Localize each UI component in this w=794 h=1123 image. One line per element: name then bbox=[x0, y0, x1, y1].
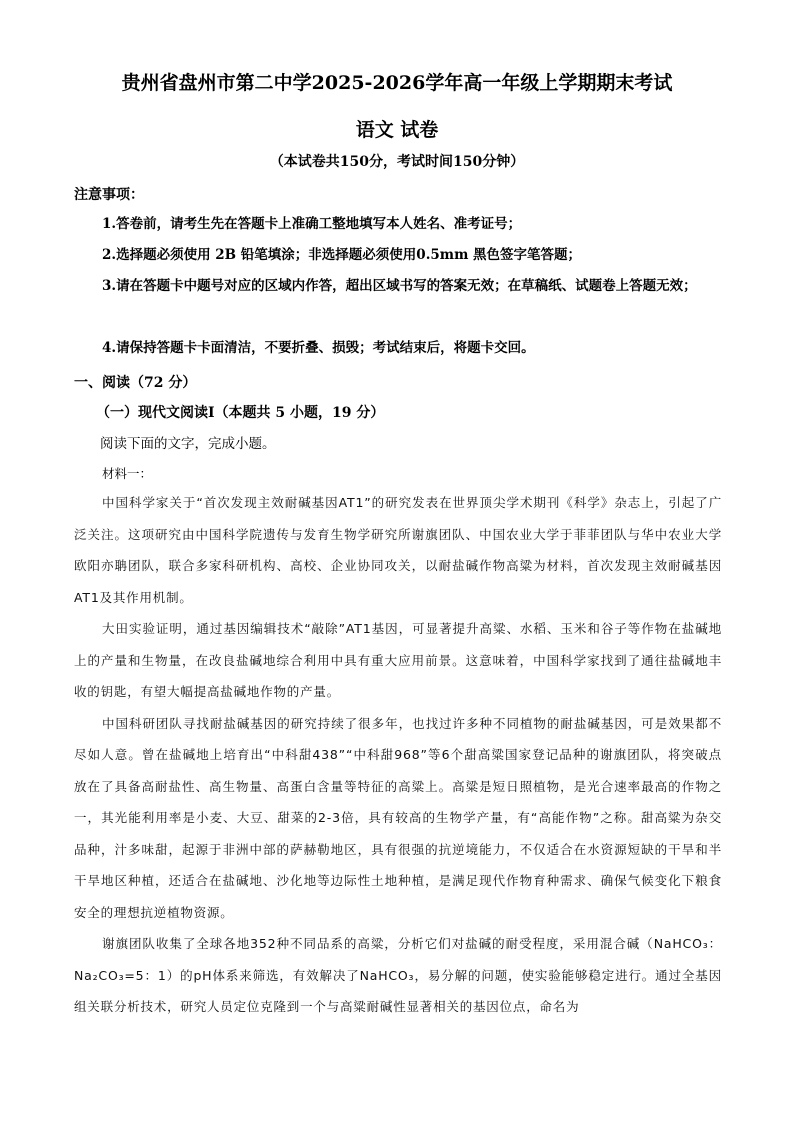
material-label: 材料一： bbox=[102, 466, 153, 481]
section-subheading: （一）现代文阅读Ⅰ（本题共 5 小题，19 分） bbox=[96, 405, 385, 421]
passage-paragraph-2: 大田实验证明，通过基因编辑技术“敲除”AT1基因，可显著提升高粱、水稻、玉米和谷子等作物在盐碱地上的产量和生物量，在改良盐碱地综合利用中具有重大应用前景。这意味着，中国科学家找到了通往盐碱地丰收的钥匙，有望大幅提高盐碱地作物的产量。 bbox=[74, 621, 722, 699]
passage-paragraph-1: 中国科学家关于“首次发现主效耐碱基因AT1”的研究发表在世界顶尖学术期刊《科学》杂志上，引起了广泛关注。这项研究由中国科学院遗传与发育生物学研究所谢旗团队、中国农业大学于菲菲团队与华中农业大学欧阳亦聃团队，联合多家科研机构、高校、企业协同攻关，以耐盐碱作物高粱为材料，首次发现主效耐碱基因AT1及其作用机制。 bbox=[74, 495, 722, 605]
notice-item-1: 1.答卷前，请考生先在答题卡上准确工整地填写本人姓名、准考证号； bbox=[102, 216, 522, 232]
reading-instruction: 阅读下面的文字，完成小题。 bbox=[100, 436, 276, 452]
notice-item-2: 2.选择题必须使用 2B 铅笔填涂；非选择题必须使用0.5mm 黑色签字笔答题； bbox=[102, 247, 582, 263]
passage-body bbox=[74, 487, 722, 1023]
passage-paragraph-4: 谢旗团队收集了全球各地352种不同品系的高粱，分析它们对盐碱的耐受程度，采用混合碱（NaHCO₃：Na₂CO₃=5：1）的pH体系来筛选，有效解决了NaHCO₃，易分解的问题，使实验能够稳定进行。通过全基因组关联分析技术，研究人员定位克隆到一个与高粱耐碱性显著相关的基因位点，命名为 bbox=[74, 936, 722, 1014]
notice-heading: 注意事项： bbox=[74, 187, 144, 203]
exam-title: 贵州省盘州市第二中学2025-2026学年高一年级上学期期末考试 bbox=[121, 72, 673, 94]
notice-item-4: 4.请保持答题卡卡面清洁，不要折叠、损毁；考试结束后，将题卡交回。 bbox=[102, 340, 535, 356]
passage-paragraph-3: 中国科研团队寻找耐盐碱基因的研究持续了很多年，也找过许多种不同植物的耐盐碱基因，可是效果都不尽如人意。曾在盐碱地上培育出“中科甜438”“中科甜968”等6个甜高粱国家登记品种的谢旗团队，将突破点放在了具备高耐盐性、高生物量、高蛋白含量等特征的高粱上。高粱是短日照植物，是光合速率最高的作物之一，其光能利用率是小麦、大豆、甜菜的2-3倍，具有较高的生物学产量，有“高能作物”之称。甜高粱为杂交品种，汁多味甜，起源于非洲中部的萨赫勒地区，具有很强的抗逆境能力，不仅适合在水资源短缺的干旱和半干旱地区种植，还适合在盐碱地、沙化地等边际性土地种植，是满足现代作物育种需求、确保气候变化下粮食安全的理想抗逆植物资源。 bbox=[74, 715, 722, 920]
subject-title: 语文 试卷 bbox=[355, 119, 439, 141]
exam-info: （本试卷共150分，考试时间150分钟） bbox=[269, 154, 525, 170]
section-heading: 一、阅读（72 分） bbox=[74, 375, 197, 391]
notice-item-3: 3.请在答题卡中题号对应的区域内作答，超出区域书写的答案无效；在草稿纸、试题卷上答题无效； bbox=[102, 278, 697, 294]
